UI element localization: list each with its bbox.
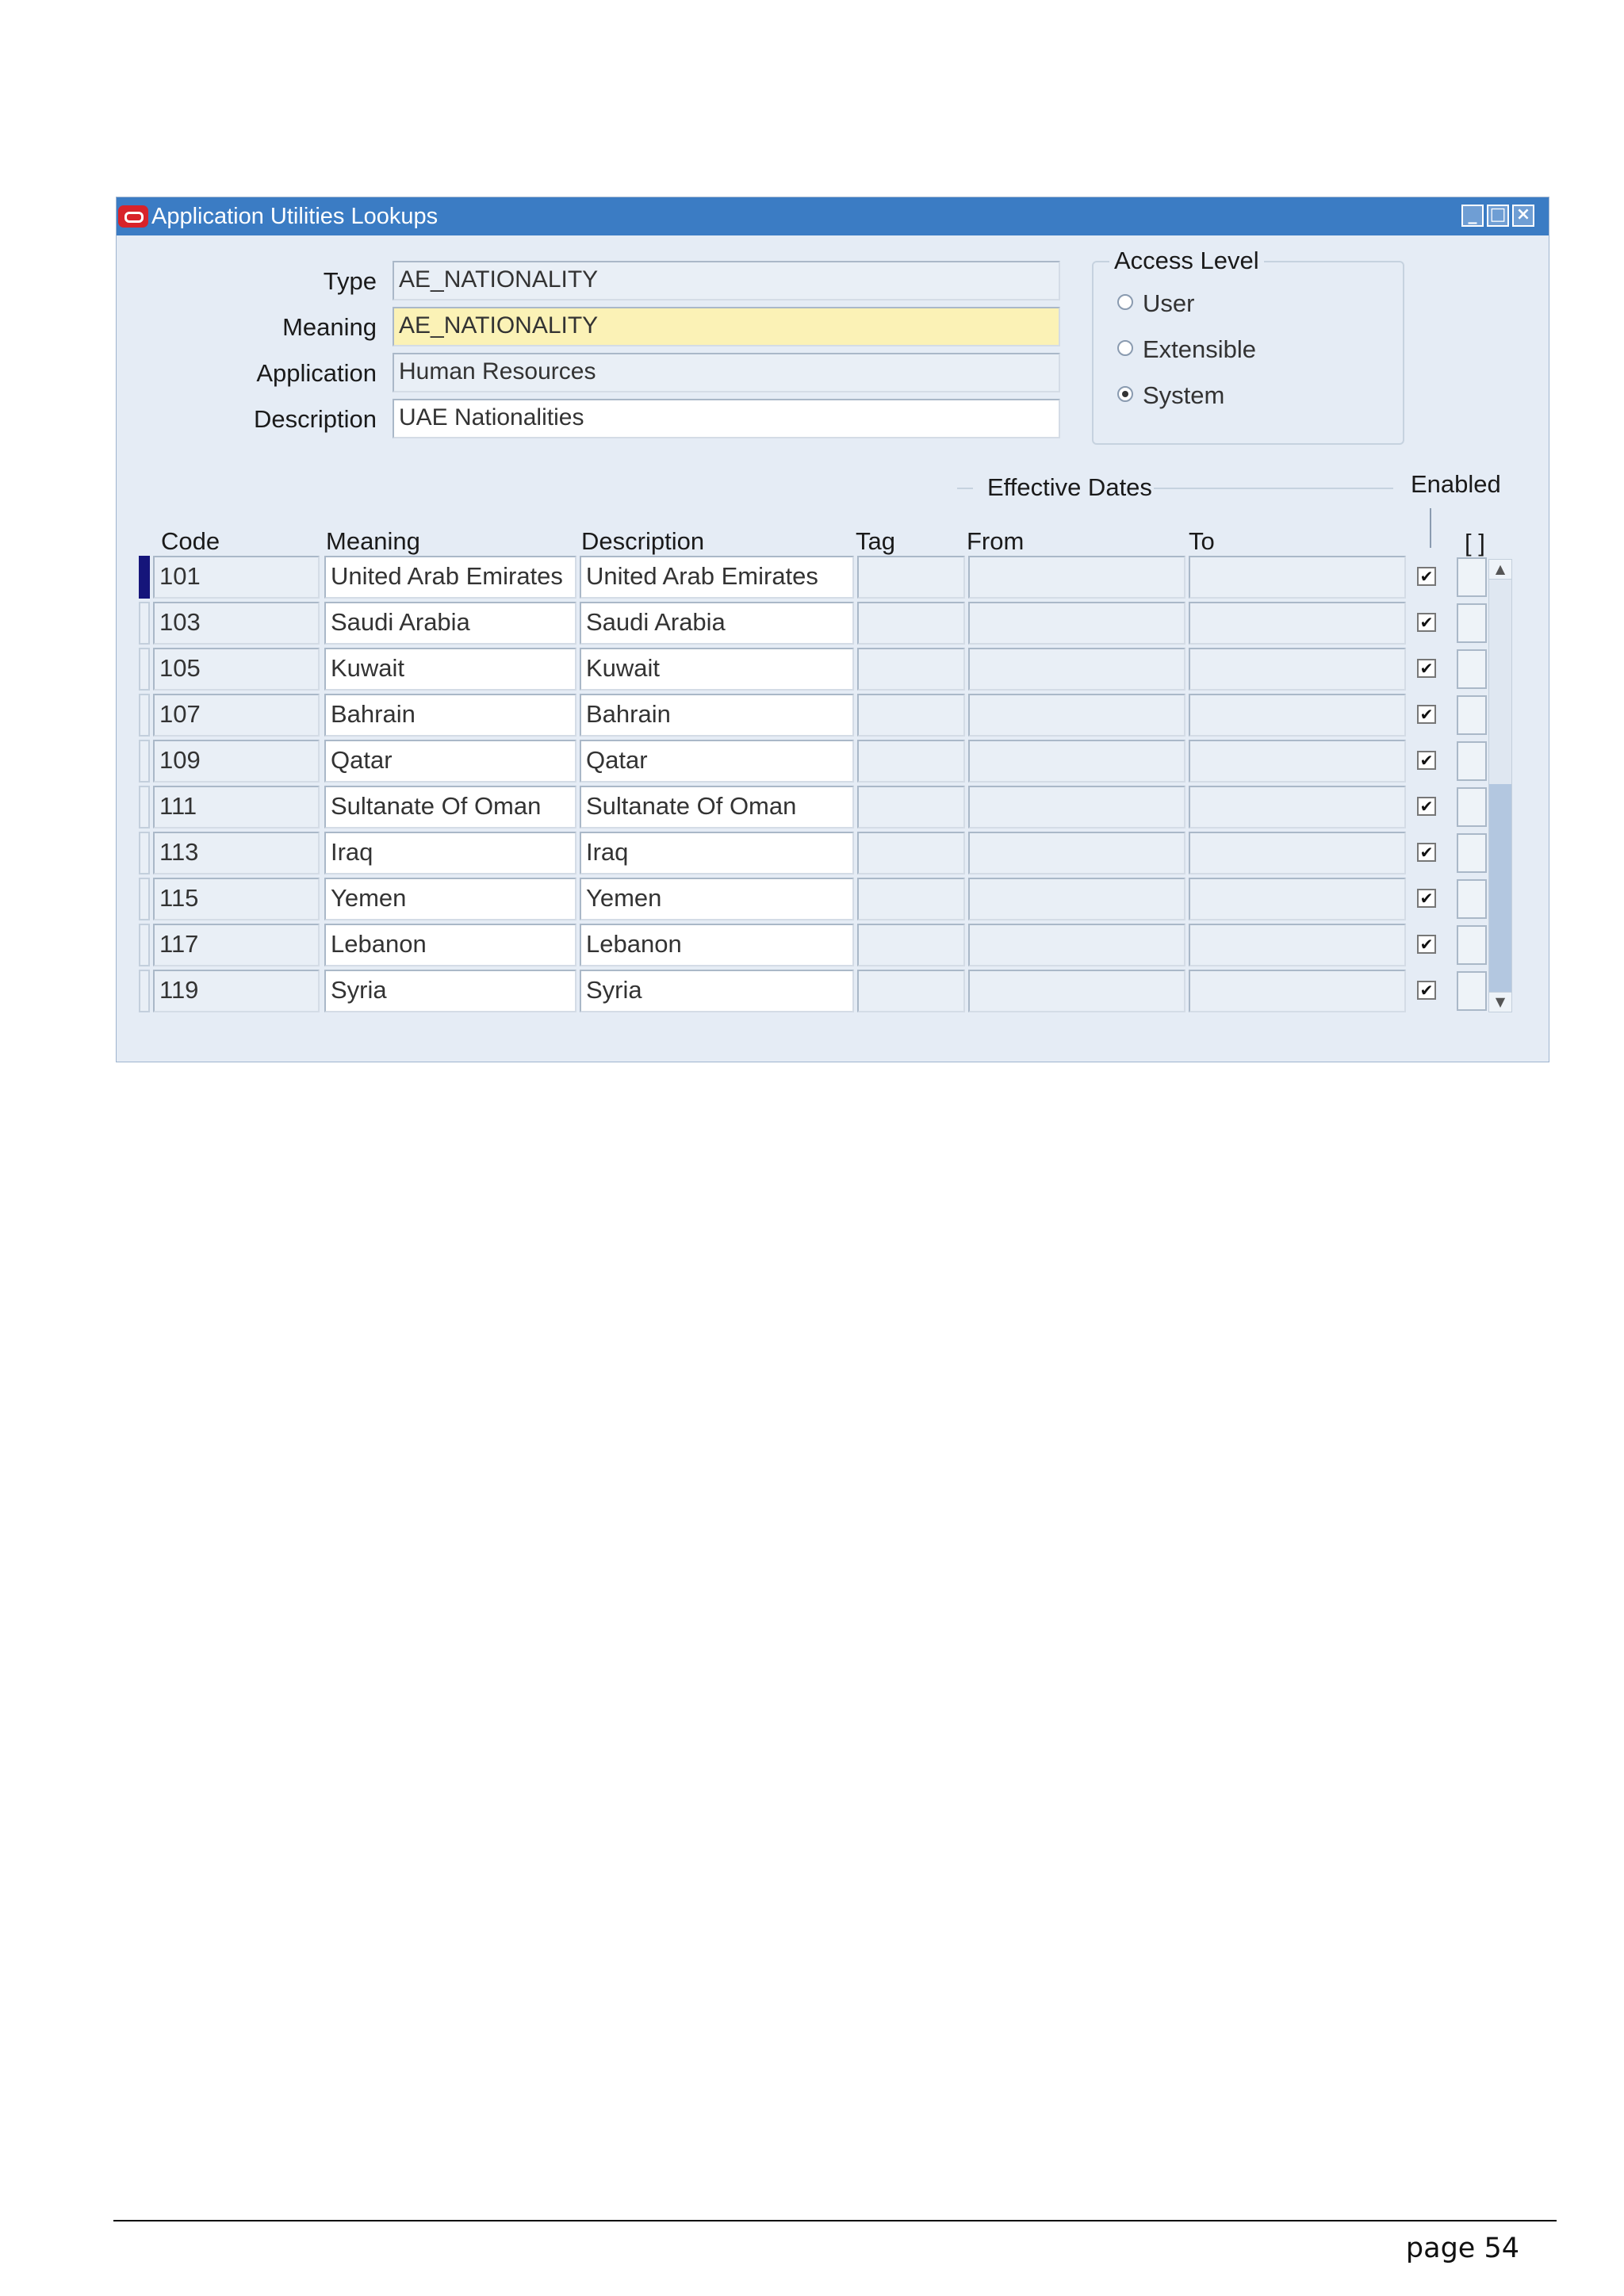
cell-tag[interactable] (857, 740, 965, 783)
effective-dates-label: Effective Dates (987, 473, 1152, 501)
enabled-checkbox[interactable]: ✔ (1417, 613, 1436, 632)
radio-system[interactable] (1117, 386, 1133, 402)
cell-meaning[interactable]: Sultanate Of Oman (324, 786, 576, 828)
enabled-label: Enabled (1411, 470, 1501, 498)
cell-from[interactable] (968, 556, 1185, 599)
oracle-logo-icon (118, 205, 148, 228)
access-level-title: Access Level (1109, 247, 1264, 275)
cell-to[interactable] (1189, 970, 1406, 1012)
radio-extensible-label[interactable]: Extensible (1143, 335, 1257, 363)
minimize-icon[interactable]: _ (1461, 205, 1484, 227)
cell-tag[interactable] (857, 556, 965, 599)
scrollbar-thumb[interactable] (1489, 784, 1511, 997)
cell-to[interactable] (1189, 786, 1406, 828)
cell-meaning[interactable]: Kuwait (324, 648, 576, 691)
cell-from[interactable] (968, 740, 1185, 783)
dff-label: [ ] (1465, 529, 1485, 557)
column-header-from: From (967, 527, 1025, 555)
dff-field[interactable] (1457, 925, 1487, 965)
column-header-description: Description (581, 527, 705, 555)
dff-field[interactable] (1457, 557, 1487, 597)
application-label: Application (256, 359, 377, 387)
cell-tag[interactable] (857, 786, 965, 828)
cell-tag[interactable] (857, 832, 965, 874)
cell-description[interactable]: Lebanon (580, 924, 854, 966)
cell-from[interactable] (968, 648, 1185, 691)
cell-description[interactable]: Saudi Arabia (580, 602, 854, 645)
lookups-window (116, 197, 1549, 1062)
cell-meaning[interactable]: Lebanon (324, 924, 576, 966)
cell-to[interactable] (1189, 694, 1406, 737)
dff-field[interactable] (1457, 695, 1487, 735)
row-indicator[interactable] (139, 786, 150, 828)
row-indicator[interactable] (139, 924, 150, 966)
cell-from[interactable] (968, 832, 1185, 874)
cell-meaning[interactable]: Syria (324, 970, 576, 1012)
window-title: Application Utilities Lookups (151, 204, 439, 229)
enabled-checkbox[interactable]: ✔ (1417, 935, 1436, 954)
enabled-checkbox[interactable]: ✔ (1417, 843, 1436, 862)
type-label: Type (323, 267, 377, 295)
cell-code[interactable]: 101 (153, 556, 320, 599)
cell-meaning[interactable]: Bahrain (324, 694, 576, 737)
enabled-checkbox[interactable]: ✔ (1417, 567, 1436, 586)
scroll-down-icon[interactable]: ▼ (1488, 992, 1512, 1012)
cell-tag[interactable] (857, 924, 965, 966)
row-indicator[interactable] (139, 740, 150, 783)
cell-tag[interactable] (857, 694, 965, 737)
enabled-rule (1430, 508, 1431, 548)
row-indicator[interactable] (139, 970, 150, 1012)
description-label: Description (253, 405, 377, 433)
enabled-checkbox[interactable]: ✔ (1417, 659, 1436, 678)
cell-from[interactable] (968, 602, 1185, 645)
footer-rule (113, 2220, 1557, 2221)
radio-user[interactable] (1117, 294, 1133, 310)
cell-to[interactable] (1189, 924, 1406, 966)
cell-code[interactable]: 115 (153, 878, 320, 920)
radio-system-label[interactable]: System (1143, 381, 1225, 409)
column-header-meaning: Meaning (326, 527, 420, 555)
cell-code[interactable]: 107 (153, 694, 320, 737)
cell-from[interactable] (968, 924, 1185, 966)
cell-meaning[interactable]: Qatar (324, 740, 576, 783)
dff-field[interactable] (1457, 971, 1487, 1011)
cell-tag[interactable] (857, 970, 965, 1012)
cell-to[interactable] (1189, 832, 1406, 874)
cell-description[interactable]: Bahrain (580, 694, 854, 737)
cell-to[interactable] (1189, 648, 1406, 691)
maximize-icon[interactable]: □ (1487, 205, 1509, 227)
application-field[interactable]: Human Resources (393, 353, 1060, 392)
enabled-checkbox[interactable]: ✔ (1417, 981, 1436, 1000)
cell-meaning[interactable]: Saudi Arabia (324, 602, 576, 645)
cell-to[interactable] (1189, 878, 1406, 920)
cell-tag[interactable] (857, 648, 965, 691)
column-header-code: Code (161, 527, 220, 555)
cell-code[interactable]: 119 (153, 970, 320, 1012)
effective-dates-rule-right (1154, 488, 1393, 489)
cell-description[interactable]: Kuwait (580, 648, 854, 691)
cell-to[interactable] (1189, 556, 1406, 599)
row-indicator[interactable] (139, 832, 150, 874)
page-number: page 54 (1405, 2233, 1519, 2264)
cell-code[interactable]: 113 (153, 832, 320, 874)
cell-code[interactable]: 117 (153, 924, 320, 966)
radio-extensible[interactable] (1117, 340, 1133, 356)
dff-field[interactable] (1457, 649, 1487, 689)
enabled-checkbox[interactable]: ✔ (1417, 889, 1436, 908)
column-header-to: To (1189, 527, 1215, 555)
cell-meaning[interactable]: Iraq (324, 832, 576, 874)
column-header-tag: Tag (856, 527, 895, 555)
radio-user-label[interactable]: User (1143, 289, 1195, 317)
cell-code[interactable]: 105 (153, 648, 320, 691)
cell-to[interactable] (1189, 740, 1406, 783)
enabled-checkbox[interactable]: ✔ (1417, 797, 1436, 816)
cell-tag[interactable] (857, 602, 965, 645)
cell-from[interactable] (968, 970, 1185, 1012)
dff-field[interactable] (1457, 833, 1487, 873)
window-titlebar[interactable] (117, 197, 1549, 235)
row-indicator[interactable] (139, 878, 150, 920)
meaning-label: Meaning (282, 313, 377, 341)
row-indicator[interactable] (139, 602, 150, 645)
effective-dates-rule-left (957, 488, 973, 489)
cell-code[interactable]: 103 (153, 602, 320, 645)
row-indicator[interactable] (139, 694, 150, 737)
cell-description[interactable]: Sultanate Of Oman (580, 786, 854, 828)
row-indicator[interactable] (139, 648, 150, 691)
cell-tag[interactable] (857, 878, 965, 920)
cell-from[interactable] (968, 878, 1185, 920)
cell-from[interactable] (968, 694, 1185, 737)
enabled-checkbox[interactable]: ✔ (1417, 751, 1436, 770)
scroll-up-icon[interactable]: ▲ (1488, 559, 1512, 580)
cell-to[interactable] (1189, 602, 1406, 645)
cell-description[interactable]: Syria (580, 970, 854, 1012)
enabled-checkbox[interactable]: ✔ (1417, 705, 1436, 724)
description-field[interactable]: UAE Nationalities (393, 399, 1060, 438)
close-icon[interactable]: × (1512, 205, 1534, 227)
meaning-field[interactable]: AE_NATIONALITY (393, 307, 1060, 346)
cell-description[interactable]: Iraq (580, 832, 854, 874)
cell-from[interactable] (968, 786, 1185, 828)
dff-field[interactable] (1457, 603, 1487, 643)
dff-field[interactable] (1457, 787, 1487, 827)
row-indicator[interactable] (139, 556, 150, 599)
dff-field[interactable] (1457, 879, 1487, 919)
cell-description[interactable]: Qatar (580, 740, 854, 783)
dff-field[interactable] (1457, 741, 1487, 781)
cell-code[interactable]: 111 (153, 786, 320, 828)
cell-meaning[interactable]: Yemen (324, 878, 576, 920)
cell-description[interactable]: United Arab Emirates (580, 556, 854, 599)
cell-meaning[interactable]: United Arab Emirates (324, 556, 576, 599)
cell-code[interactable]: 109 (153, 740, 320, 783)
type-field[interactable]: AE_NATIONALITY (393, 261, 1060, 300)
cell-description[interactable]: Yemen (580, 878, 854, 920)
